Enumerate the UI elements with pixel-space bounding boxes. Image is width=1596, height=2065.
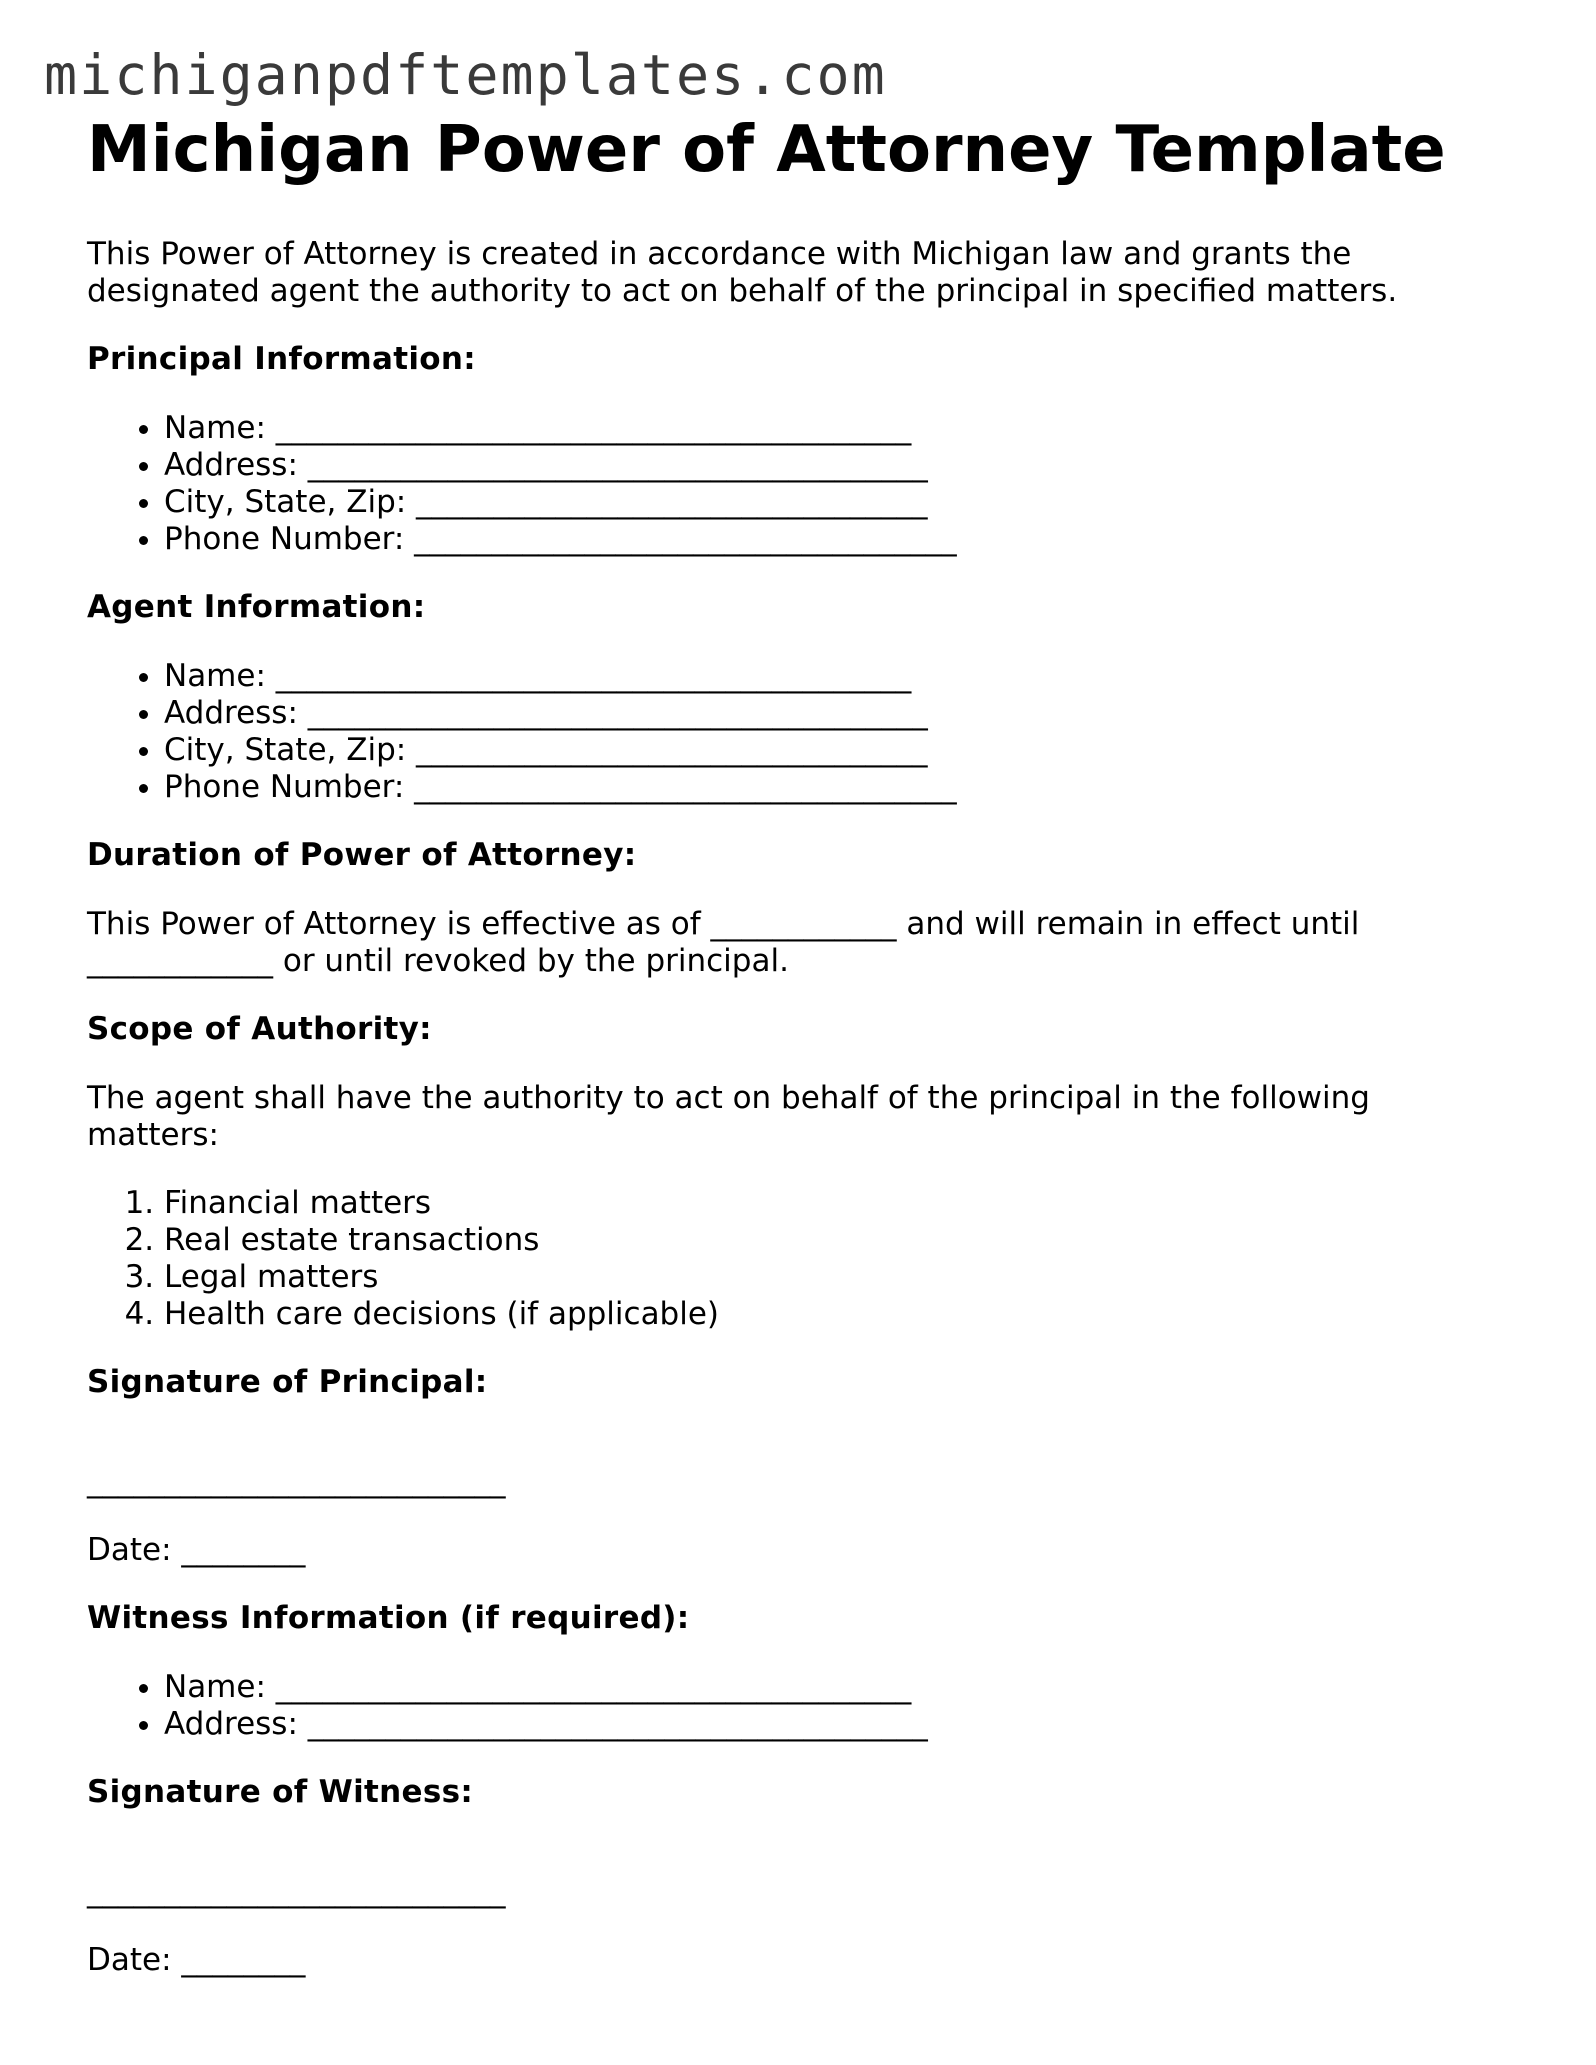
agent-info-heading: Agent Information:	[87, 589, 426, 625]
principal-city-state-zip-field: • City, State, Zip: _________________________________	[164, 484, 1507, 521]
scope-text: The agent shall have the authority to act on behalf of the principal in the following matters:	[87, 1080, 1370, 1153]
agent-phone-field: • Phone Number: ___________________________________	[164, 769, 1507, 806]
scope-item: 1. Financial matters	[164, 1185, 1507, 1222]
principal-name-field: • Name: _________________________________________	[164, 410, 1507, 447]
principal-signature-date: Date: ________	[87, 1532, 306, 1568]
principal-info-heading: Principal Information:	[87, 341, 476, 377]
principal-signature-line: ___________________________	[87, 1463, 506, 1499]
duration-text-line-2: ____________ or until revoked by the principal.	[87, 943, 789, 979]
principal-phone-field: • Phone Number: ___________________________________	[164, 521, 1507, 558]
agent-address-field: • Address: ________________________________________	[164, 695, 1507, 732]
agent-info-list	[87, 658, 1507, 806]
scope-list	[87, 1185, 1507, 1333]
duration-text-line-1: This Power of Attorney is effective as of ____________ and will remain in effect until	[87, 906, 1360, 942]
scope-item: 4. Health care decisions (if applicable)	[164, 1296, 1507, 1333]
witness-info-list	[87, 1669, 1507, 1743]
witness-signature-heading: Signature of Witness:	[87, 1774, 474, 1810]
document-body	[87, 108, 1507, 1979]
scope-item: 3. Legal matters	[164, 1259, 1507, 1296]
witness-signature-line: ___________________________	[87, 1873, 506, 1909]
principal-info-list	[87, 410, 1507, 558]
principal-signature-heading: Signature of Principal:	[87, 1364, 488, 1400]
agent-name-field: • Name: _________________________________________	[164, 658, 1507, 695]
scope-item: 2. Real estate transactions	[164, 1222, 1507, 1259]
intro-paragraph: This Power of Attorney is created in accordance with Michigan law and grants the designated agent the authority to act on behalf of the principal in specified matters.	[87, 236, 1398, 309]
watermark-text: michiganpdftemplates.com	[44, 43, 887, 107]
principal-address-field: • Address: ________________________________________	[164, 447, 1507, 484]
witness-address-field: • Address: ________________________________________	[164, 1706, 1507, 1743]
witness-name-field: • Name: _________________________________________	[164, 1669, 1507, 1706]
document-title: Michigan Power of Attorney Template	[87, 113, 1446, 187]
scope-heading: Scope of Authority:	[87, 1011, 432, 1047]
agent-city-state-zip-field: • City, State, Zip: _________________________________	[164, 732, 1507, 769]
witness-signature-date: Date: ________	[87, 1942, 306, 1978]
witness-info-heading: Witness Information (if required):	[87, 1600, 690, 1636]
duration-heading: Duration of Power of Attorney:	[87, 837, 637, 873]
